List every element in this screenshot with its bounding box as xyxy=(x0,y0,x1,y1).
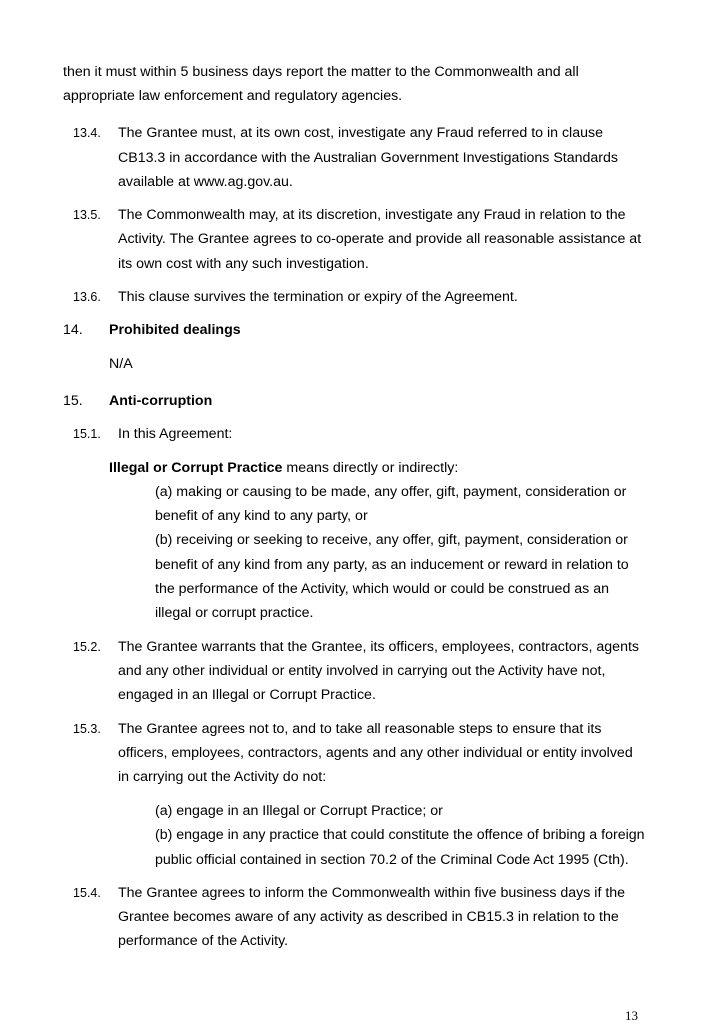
clause-text: performance of the Activity. xyxy=(118,933,289,949)
clause-text: and any other individual or entity involved in carrying out the Activity have not, xyxy=(118,663,606,679)
definition-item: illegal or corrupt practice. xyxy=(155,605,314,621)
definition-line xyxy=(109,459,458,477)
clause-text: Activity. The Grantee agrees to co-operate and provide all reasonable assistance at xyxy=(118,231,642,247)
defined-term: Illegal or Corrupt Practice xyxy=(109,460,283,476)
clause-text: officers, employees, contractors, agents and any other individual or entity involved xyxy=(118,745,633,761)
list-item: public official contained in section 70.2 of the Criminal Code Act 1995 (Cth). xyxy=(155,852,629,868)
clause-number: 13.6. xyxy=(73,290,101,304)
clause-text: Grantee becomes aware of any activity as described in CB15.3 in relation to the xyxy=(118,909,619,925)
clause-text: The Grantee agrees to inform the Commonwealth within five business days if the xyxy=(118,885,626,901)
clause-number: 15.1. xyxy=(73,427,101,441)
section-body: N/A xyxy=(109,356,133,372)
clause-text: In this Agreement: xyxy=(118,426,233,442)
definition-lead: means directly or indirectly: xyxy=(282,460,459,476)
definition-item: benefit of any kind to any party, or xyxy=(155,508,368,524)
intro-line: appropriate law enforcement and regulatory agencies. xyxy=(63,88,403,104)
page-number: 13 xyxy=(625,1008,638,1023)
section-heading: Anti-corruption xyxy=(109,393,213,409)
clause-text: The Grantee warrants that the Grantee, its officers, employees, contractors, agents xyxy=(118,639,639,655)
clause-text: The Grantee must, at its own cost, investigate any Fraud referred to in clause xyxy=(118,125,603,141)
clause-text: its own cost with any such investigation. xyxy=(118,256,369,272)
clause-number: 15.3. xyxy=(73,722,101,736)
clause-number: 15.2. xyxy=(73,640,101,654)
clause-text: engaged in an Illegal or Corrupt Practice. xyxy=(118,687,376,703)
section-number: 14. xyxy=(63,322,83,338)
clause-text: The Commonwealth may, at its discretion, investigate any Fraud in relation to the xyxy=(118,207,626,223)
clause-number: 13.5. xyxy=(73,208,101,222)
definition-item: (a) making or causing to be made, any offer, gift, payment, consideration or xyxy=(155,484,627,500)
clause-text: This clause survives the termination or expiry of the Agreement. xyxy=(118,289,518,305)
list-item: (b) engage in any practice that could constitute the offence of bribing a foreign xyxy=(155,827,645,843)
section-heading: Prohibited dealings xyxy=(109,322,241,338)
intro-line: then it must within 5 business days report the matter to the Commonwealth and all xyxy=(63,64,579,80)
definition-item: the performance of the Activity, which would or could be construed as an xyxy=(155,581,609,597)
clause-text: available at www.ag.gov.au. xyxy=(118,174,293,190)
section-number: 15. xyxy=(63,393,83,409)
definition-item: (b) receiving or seeking to receive, any offer, gift, payment, consideration or xyxy=(155,532,628,548)
clause-text: in carrying out the Activity do not: xyxy=(118,769,327,785)
clause-text: The Grantee agrees not to, and to take all reasonable steps to ensure that its xyxy=(118,721,602,737)
definition-item: benefit of any kind from any party, as an inducement or reward in relation to xyxy=(155,557,629,573)
clause-number: 13.4. xyxy=(73,126,101,140)
clause-text: CB13.3 in accordance with the Australian Government Investigations Standards xyxy=(118,150,618,166)
list-item: (a) engage in an Illegal or Corrupt Practice; or xyxy=(155,803,443,819)
clause-number: 15.4. xyxy=(73,886,101,900)
